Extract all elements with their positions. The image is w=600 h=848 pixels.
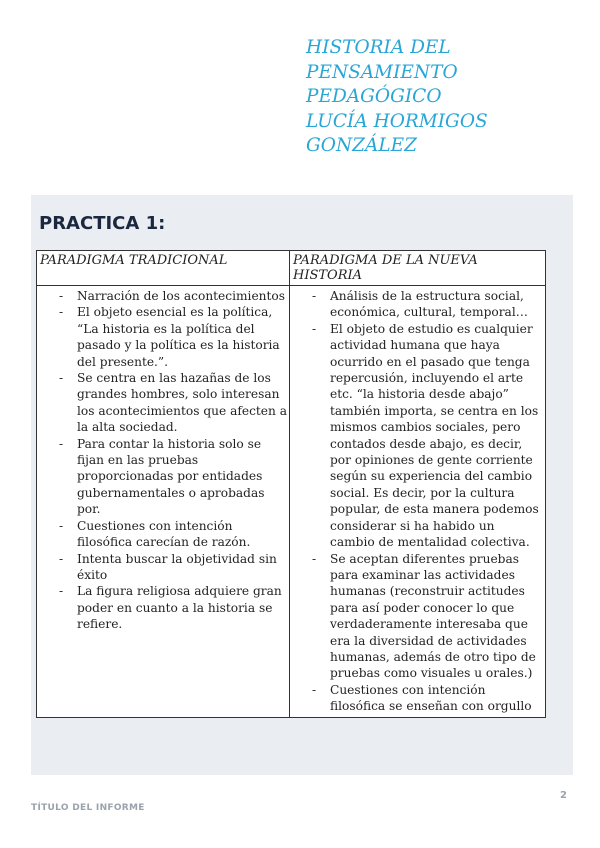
list-item: - Cuestiones con intención filosófica se enseñan con orgullo (312, 682, 532, 714)
bullet-dash: - (59, 518, 64, 533)
list-item: - Se aceptan diferentes pruebas para examinar las actividades humanas (reconstruir actitudes para así poder conocer lo que verdaderamente interesaba que era la diversidad de actividades humanas, además de otro tipo de pruebas como visuales u orales.) (312, 551, 536, 681)
list-item: - Análisis de la estructura social, económica, cultural, temporal… (312, 289, 528, 320)
section-heading: PRACTICA 1: (39, 213, 166, 234)
list-item: - Para contar la historia solo se fijan en las pruebas proporcionadas por entidades gubernamentales o aprobadas por. (59, 436, 265, 517)
footer-report-title: TÍTULO DEL INFORME (31, 803, 145, 813)
bullet-dash: - (312, 551, 317, 566)
bullet-dash: - (312, 289, 317, 303)
list-item: - Narración de los acontecimientos (59, 289, 286, 303)
col1-list (37, 286, 289, 635)
list-item: - Cuestiones con intención filosófica carecían de razón. (59, 518, 251, 550)
comparison-table (36, 250, 546, 718)
document-title (306, 36, 576, 159)
author-line: LUCÍA HORMIGOS (306, 110, 488, 132)
bullet-dash: - (59, 436, 64, 451)
bullet-dash: - (59, 584, 64, 599)
bullet-dash: - (312, 321, 317, 336)
list-item: - El objeto esencial es la política, “La historia es la política del pasado y la política es la historia del presente.”. (59, 305, 280, 369)
bullet-dash: - (59, 551, 64, 566)
page-number: 2 (560, 790, 567, 801)
author-line: GONZÁLEZ (306, 135, 417, 156)
list-item: - El objeto de estudio es cualquier actividad humana que haya ocurrido en el pasado que tenga repercusión, incluyendo el arte etc. “la historia desde abajo” también importa, se centra en los mismos cambios sociales, pero contados desde abajo, es decir, por opiniones de gente corriente según su experiencia del cambio social. Es decir, por la cultura popular, de esta manera podemos considerar si ha habido un cambio de mentalidad colectiva. (312, 321, 539, 550)
bullet-dash: - (59, 305, 64, 320)
col2-header: PARADIGMA DE LA NUEVA HISTORIA (290, 251, 546, 286)
col1-header: PARADIGMA TRADICIONAL (37, 251, 290, 286)
table-row (37, 286, 546, 718)
bullet-dash: - (312, 682, 317, 697)
title-line: PEDAGÓGICO (306, 86, 442, 107)
list-item: - Se centra en las hazañas de los grandes hombres, solo interesan los acontecimientos que afecten a la alta sociedad. (59, 371, 288, 435)
list-item: - La figura religiosa adquiere gran poder en cuanto a la historia se refiere. (59, 584, 282, 632)
col2-cell (290, 286, 546, 718)
title-line: HISTORIA DEL (306, 37, 451, 58)
bullet-dash: - (59, 289, 64, 303)
col1-cell (37, 286, 290, 718)
table-header-row (37, 251, 546, 286)
col2-list (290, 286, 545, 717)
bullet-dash: - (59, 371, 64, 386)
title-line: PENSAMIENTO (306, 61, 458, 83)
list-item: - Intenta buscar la objetividad sin éxito (59, 551, 277, 582)
